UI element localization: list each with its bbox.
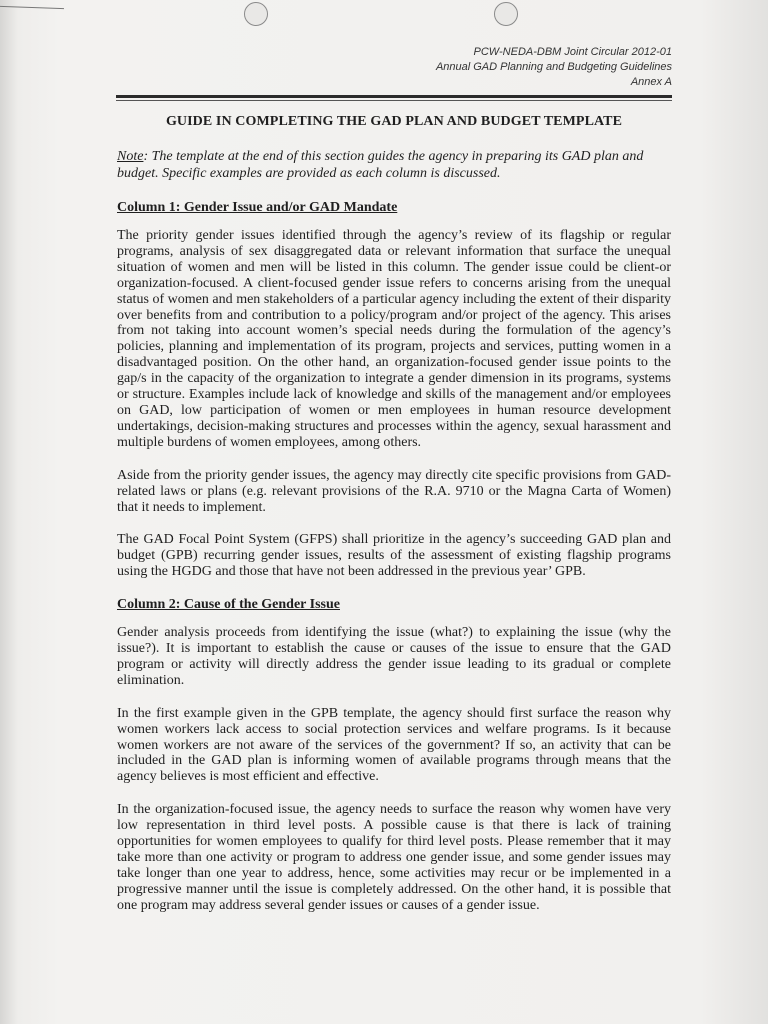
column2-paragraph-3: In the organization-focused issue, the agency needs to surface the reason why women have very low representation in third level posts. A possible cause is that there is lack of training opportunities for women employees to qualify for third level posts. Please remember that it may take more than one activity or program to address one gender issue, and some gender issues may take longer than one year to address, hence, some activities may recur or be implemented in a progressive manner until the issue is completely addressed. On the other hand, it is possible that one program may address several gender issues or causes of a gender issue.	[117, 802, 671, 913]
column2-paragraph-2: In the first example given in the GPB template, the agency should first surface the reason why women workers lack access to social protection services and welfare programs. Is it because women workers are not aware of the services of the government? If so, an activity that can be included in the GAD plan is informing women of available programs through means that the agency believes is most efficient and effective.	[117, 705, 671, 785]
header-rule-thin	[116, 100, 672, 101]
column1-heading: Column 1: Gender Issue and/or GAD Mandate	[117, 200, 398, 215]
column1-paragraph-3: The GAD Focal Point System (GFPS) shall prioritize in the agency’s succeeding GAD plan and budget (GPB) recurring gender issues, results of the assessment of existing flagship programs using the HGDG and those that have not been addressed in the previous year’ GPB.	[117, 532, 671, 580]
column2-paragraph-1: Gender analysis proceeds from identifying the issue (what?) to explaining the issue (why the issue?). It is important to establish the cause or causes of the issue to ensure that the GAD program or activity will directly address the gender issue leading to its gradual or complete elimination.	[117, 625, 671, 688]
document-title: GUIDE IN COMPLETING THE GAD PLAN AND BUDGET TEMPLATE	[165, 114, 623, 129]
header-line-annex: Annex A	[630, 76, 672, 88]
column1-paragraph-2: Aside from the priority gender issues, the agency may directly cite specific provisions from GAD-related laws or plans (e.g. relevant provisions of the R.A. 9710 or the Magna Carta of Women) that it needs to implement.	[117, 467, 671, 515]
note-paragraph	[117, 148, 671, 182]
header-line-circular: PCW-NEDA-DBM Joint Circular 2012-01	[473, 46, 672, 58]
column2-heading: Column 2: Cause of the Gender Issue	[117, 597, 340, 613]
running-header	[436, 45, 672, 90]
punch-hole-left	[244, 2, 268, 26]
note-text: : The template at the end of this section guides the agency in preparing its GAD plan and budget. Specific examples are provided as each column is discussed.	[117, 149, 644, 181]
column1-paragraph-1: The priority gender issues identified through the agency’s review of its flagship or regular programs, analysis of sex disaggregated data or relevant information that surface the unequal situation of women and men will be listed in this column. The gender issue could be client-or organization-focused. A client-focused gender issue refers to concerns arising from the unequal status of women and men stakeholders of a particular agency including the extent of their disparity over benefits from and contribution to a policy/program and/or project of the agency. This arises from not taking into account women’s special needs during the formulation of the agency’s policies, planning and implementation of its program, projects and services, putting women in a disadvantaged position. On the other hand, an organization-focused gender issue points to the gap/s in the capacity of the organization to integrate a gender dimension in its programs, systems or structure. Examples include lack of knowledge and skills of the management and/or employees on GAD, low participation of women or men employees in human resource development undertakings, decision-making structures and processes within the agency, sexual harassment and multiple burdens of women employees, among others.	[117, 228, 671, 450]
pen-mark	[0, 6, 64, 9]
punch-hole-right	[494, 2, 518, 26]
note-label: Note	[117, 149, 144, 164]
document-body	[117, 108, 671, 931]
header-line-guidelines: Annual GAD Planning and Budgeting Guidelines	[435, 61, 672, 73]
header-rule-thick	[116, 95, 672, 98]
